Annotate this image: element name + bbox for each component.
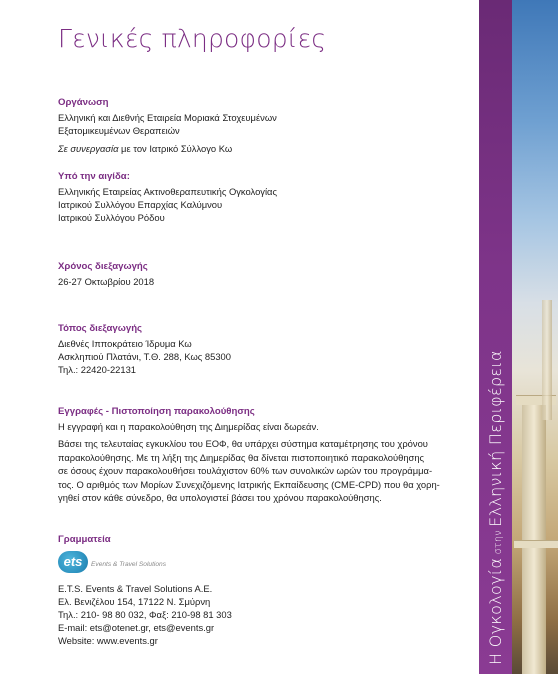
collaboration-text: με τον Ιατρικό Σύλλογο Κω — [118, 143, 233, 154]
auspices-line: Ελληνικής Εταιρείας Ακτινοθεραπευτικής Ογκολογίας — [58, 186, 277, 197]
secretariat-section — [58, 533, 476, 647]
registration-paragraph-line: Βάσει της τελευταίας εγκυκλίου του ΕΟΦ, θα υπάρχει σύστημα καταμέτρησης του χρόνου — [58, 438, 428, 450]
venue-heading: Τόπος διεξαγωγής — [58, 323, 143, 334]
registration-paragraph-line: σε όσους έχουν παρακολουθήσει τουλάχιστον 60% των συνολικών ωρών του προγράμμα- — [58, 465, 433, 477]
secretariat-company: E.T.S. Events & Travel Solutions A.E. — [58, 583, 213, 594]
dates-section — [58, 260, 476, 288]
secretariat-address: Ελ. Βενιζέλου 154, 17122 Ν. Σμύρνη — [58, 596, 211, 607]
organization-heading: Οργάνωση — [58, 97, 109, 108]
secretariat-heading: Γραμματεία — [58, 534, 111, 545]
secretariat-website: Website: www.events.gr — [58, 635, 158, 646]
sidebar-title-end: Ελληνική Περιφέρεια — [486, 350, 505, 527]
ets-logo-mark: ets — [58, 551, 88, 573]
registration-heading: Εγγραφές - Πιστοποίηση παρακολούθησης — [58, 406, 255, 417]
venue-phone: Τηλ.: 22420-22131 — [58, 364, 137, 375]
organization-line: Ελληνική και Διεθνής Εταιρεία Μοριακά Στοχευμένων — [58, 112, 277, 123]
organization-section — [58, 96, 476, 155]
sidebar-title-small: στην — [493, 526, 504, 558]
sidebar-photo — [512, 0, 558, 674]
auspices-line: Ιατρικού Συλλόγου Επαρχίας Καλύμνου — [58, 199, 223, 210]
auspices-heading: Υπό την αιγίδα: — [58, 171, 130, 182]
venue-line: Ασκληπιού Πλατάνι, Τ.Θ. 288, Κως 85300 — [58, 351, 231, 362]
venue-section — [58, 322, 476, 376]
collaboration-label: Σε συνεργασία — [58, 143, 119, 154]
ets-logo — [58, 551, 476, 573]
registration-free-line: Η εγγραφή και η παρακολούθηση της Διημερίδας είναι δωρεάν. — [58, 421, 319, 432]
sidebar-title-prefix: Η — [486, 647, 505, 665]
auspices-line: Ιατρικού Συλλόγου Ρόδου — [58, 212, 165, 223]
secretariat-phone: Τηλ.: 210- 98 80 032, Φαξ: 210-98 81 303 — [58, 609, 232, 620]
registration-paragraph-line: τος. Ο αριθμός των Μορίων Συνεχιζόμενης Ιατρικής Εκπαίδευσης (CME-CPD) που θα χορη- — [58, 478, 440, 490]
collaboration-line — [58, 142, 476, 155]
registration-paragraph-line: παρακολούθησης. Με τη λήξη της Διημερίδας θα δίνεται πιστοποιητικό παρακολούθησης — [58, 451, 425, 463]
ets-logo-tagline: Events & Travel Solutions — [91, 561, 167, 568]
registration-paragraph-line: γηθεί στον κάθε σύνεδρο, θα υπολογιστεί βάσει του χρόνου παρακολούθησης. — [58, 492, 382, 504]
secretariat-email: E-mail: ets@otenet.gr, ets@events.gr — [58, 622, 215, 633]
venue-line: Διεθνές Ιπποκράτειο Ίδρυμα Κω — [58, 338, 192, 349]
sidebar-title — [486, 350, 505, 665]
dates-value: 26-27 Οκτωβρίου 2018 — [58, 276, 155, 287]
page-title: Γενικές πληροφορίες — [58, 24, 327, 53]
organization-line: Εξατομικευμένων Θεραπειών — [58, 125, 180, 136]
registration-section — [58, 405, 476, 504]
sidebar-title-main: Ογκολογία — [486, 557, 505, 648]
sidebar-banner — [479, 0, 558, 674]
auspices-section — [58, 170, 476, 224]
dates-heading: Χρόνος διεξαγωγής — [58, 261, 148, 272]
